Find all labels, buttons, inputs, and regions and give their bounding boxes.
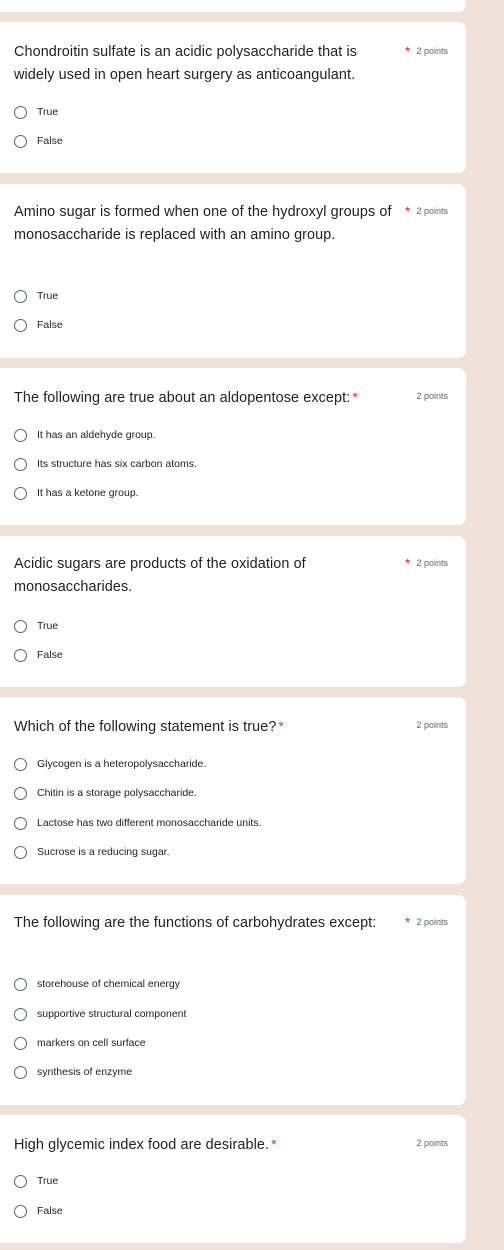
option-2[interactable]	[14, 785, 197, 801]
option-2[interactable]	[14, 456, 197, 472]
points-label: 2 points	[416, 391, 448, 401]
option-false[interactable]	[14, 317, 63, 333]
question-text	[14, 715, 396, 739]
option-3[interactable]	[14, 485, 139, 501]
question-text-content: The following are true about an aldopentose except:	[14, 390, 351, 406]
option-label: supportive structural component	[37, 1008, 187, 1020]
option-label: synthesis of enzyme	[37, 1066, 133, 1078]
points-label: 2 points	[416, 720, 448, 730]
radio-button[interactable]	[14, 1037, 27, 1050]
option-true[interactable]	[14, 618, 58, 634]
question-header	[14, 715, 452, 739]
required-asterisk: *	[405, 914, 411, 930]
option-false[interactable]	[14, 1203, 63, 1219]
radio-button[interactable]	[14, 649, 27, 662]
radio-button[interactable]	[14, 620, 27, 633]
option-4[interactable]	[14, 844, 170, 860]
question-card-4	[0, 536, 466, 687]
question-header	[14, 553, 452, 599]
question-card-3	[0, 368, 466, 525]
question-header	[14, 386, 452, 410]
radio-button[interactable]	[14, 106, 27, 119]
required-asterisk: *	[405, 43, 411, 59]
option-label: Glycogen is a heteropolysaccharide.	[37, 758, 207, 770]
radio-button[interactable]	[14, 429, 27, 442]
option-true[interactable]	[14, 1173, 58, 1189]
radio-button[interactable]	[14, 290, 27, 303]
question-header	[14, 201, 452, 247]
option-label: Its structure has six carbon atoms.	[37, 458, 197, 470]
option-label: Chitin is a storage polysaccharide.	[37, 787, 197, 799]
required-asterisk: *	[405, 555, 411, 571]
option-label: It has a ketone group.	[37, 487, 139, 499]
option-label: False	[37, 319, 63, 331]
radio-button[interactable]	[14, 319, 27, 332]
option-label: False	[37, 135, 63, 147]
question-text: Acidic sugars are products of the oxidation of monosaccharides.	[14, 556, 306, 595]
option-label: False	[37, 649, 63, 661]
question-header	[14, 1133, 452, 1157]
question-text	[14, 386, 396, 410]
question-text-content: Which of the following statement is true?	[14, 719, 277, 735]
required-asterisk: *	[278, 718, 285, 734]
previous-question-card	[0, 0, 466, 12]
option-label: True	[37, 1175, 59, 1187]
points-label: 2 points	[416, 917, 448, 927]
required-asterisk: *	[352, 389, 358, 405]
option-true[interactable]	[14, 104, 58, 120]
option-label: storehouse of chemical energy	[37, 978, 180, 990]
option-1[interactable]	[14, 976, 180, 992]
radio-button[interactable]	[14, 846, 27, 859]
option-1[interactable]	[14, 756, 206, 772]
option-label: True	[37, 290, 59, 302]
points-label: 2 points	[416, 1138, 448, 1148]
option-label: True	[37, 620, 59, 632]
radio-button[interactable]	[14, 1175, 27, 1188]
radio-button[interactable]	[14, 1008, 27, 1021]
question-text: Amino sugar is formed when one of the hydroxyl groups of monosaccharide is replaced with an amino group.	[14, 204, 392, 243]
question-text: The following are the functions of carbohydrates except:	[14, 915, 377, 931]
option-false[interactable]	[14, 647, 63, 663]
question-card-1	[0, 22, 466, 173]
question-card-5	[0, 697, 466, 884]
radio-button[interactable]	[14, 135, 27, 148]
option-true[interactable]	[14, 288, 58, 304]
radio-button[interactable]	[14, 817, 27, 830]
option-label: False	[37, 1205, 63, 1217]
option-3[interactable]	[14, 1035, 146, 1051]
option-false[interactable]	[14, 133, 63, 149]
question-text: Chondroitin sulfate is an acidic polysaccharide that is widely used in open heart surgery as anticoangulant.	[14, 44, 358, 83]
option-3[interactable]	[14, 815, 262, 831]
option-label: Lactose has two different monosaccharide units.	[37, 817, 262, 829]
points-label: 2 points	[416, 558, 448, 568]
question-card-7	[0, 1115, 466, 1243]
option-4[interactable]	[14, 1064, 132, 1080]
question-text-content: High glycemic index food are desirable.	[14, 1137, 270, 1153]
option-label: markers on cell surface	[37, 1037, 146, 1049]
points-label: 2 points	[416, 46, 448, 56]
question-card-6	[0, 895, 466, 1105]
radio-button[interactable]	[14, 1205, 27, 1218]
question-card-2	[0, 184, 466, 358]
option-label: It has an aldehyde group.	[37, 429, 156, 441]
option-label: Sucrose is a reducing sugar.	[37, 846, 170, 858]
radio-button[interactable]	[14, 758, 27, 771]
question-header	[14, 912, 452, 935]
question-text	[14, 1133, 396, 1157]
radio-button[interactable]	[14, 787, 27, 800]
radio-button[interactable]	[14, 1066, 27, 1079]
points-label: 2 points	[416, 206, 448, 216]
radio-button[interactable]	[14, 978, 27, 991]
required-asterisk: *	[405, 203, 411, 219]
radio-button[interactable]	[14, 487, 27, 500]
radio-button[interactable]	[14, 458, 27, 471]
option-2[interactable]	[14, 1006, 186, 1022]
option-label: True	[37, 106, 59, 118]
required-asterisk: *	[271, 1136, 277, 1152]
question-header	[14, 41, 452, 87]
option-1[interactable]	[14, 427, 156, 443]
